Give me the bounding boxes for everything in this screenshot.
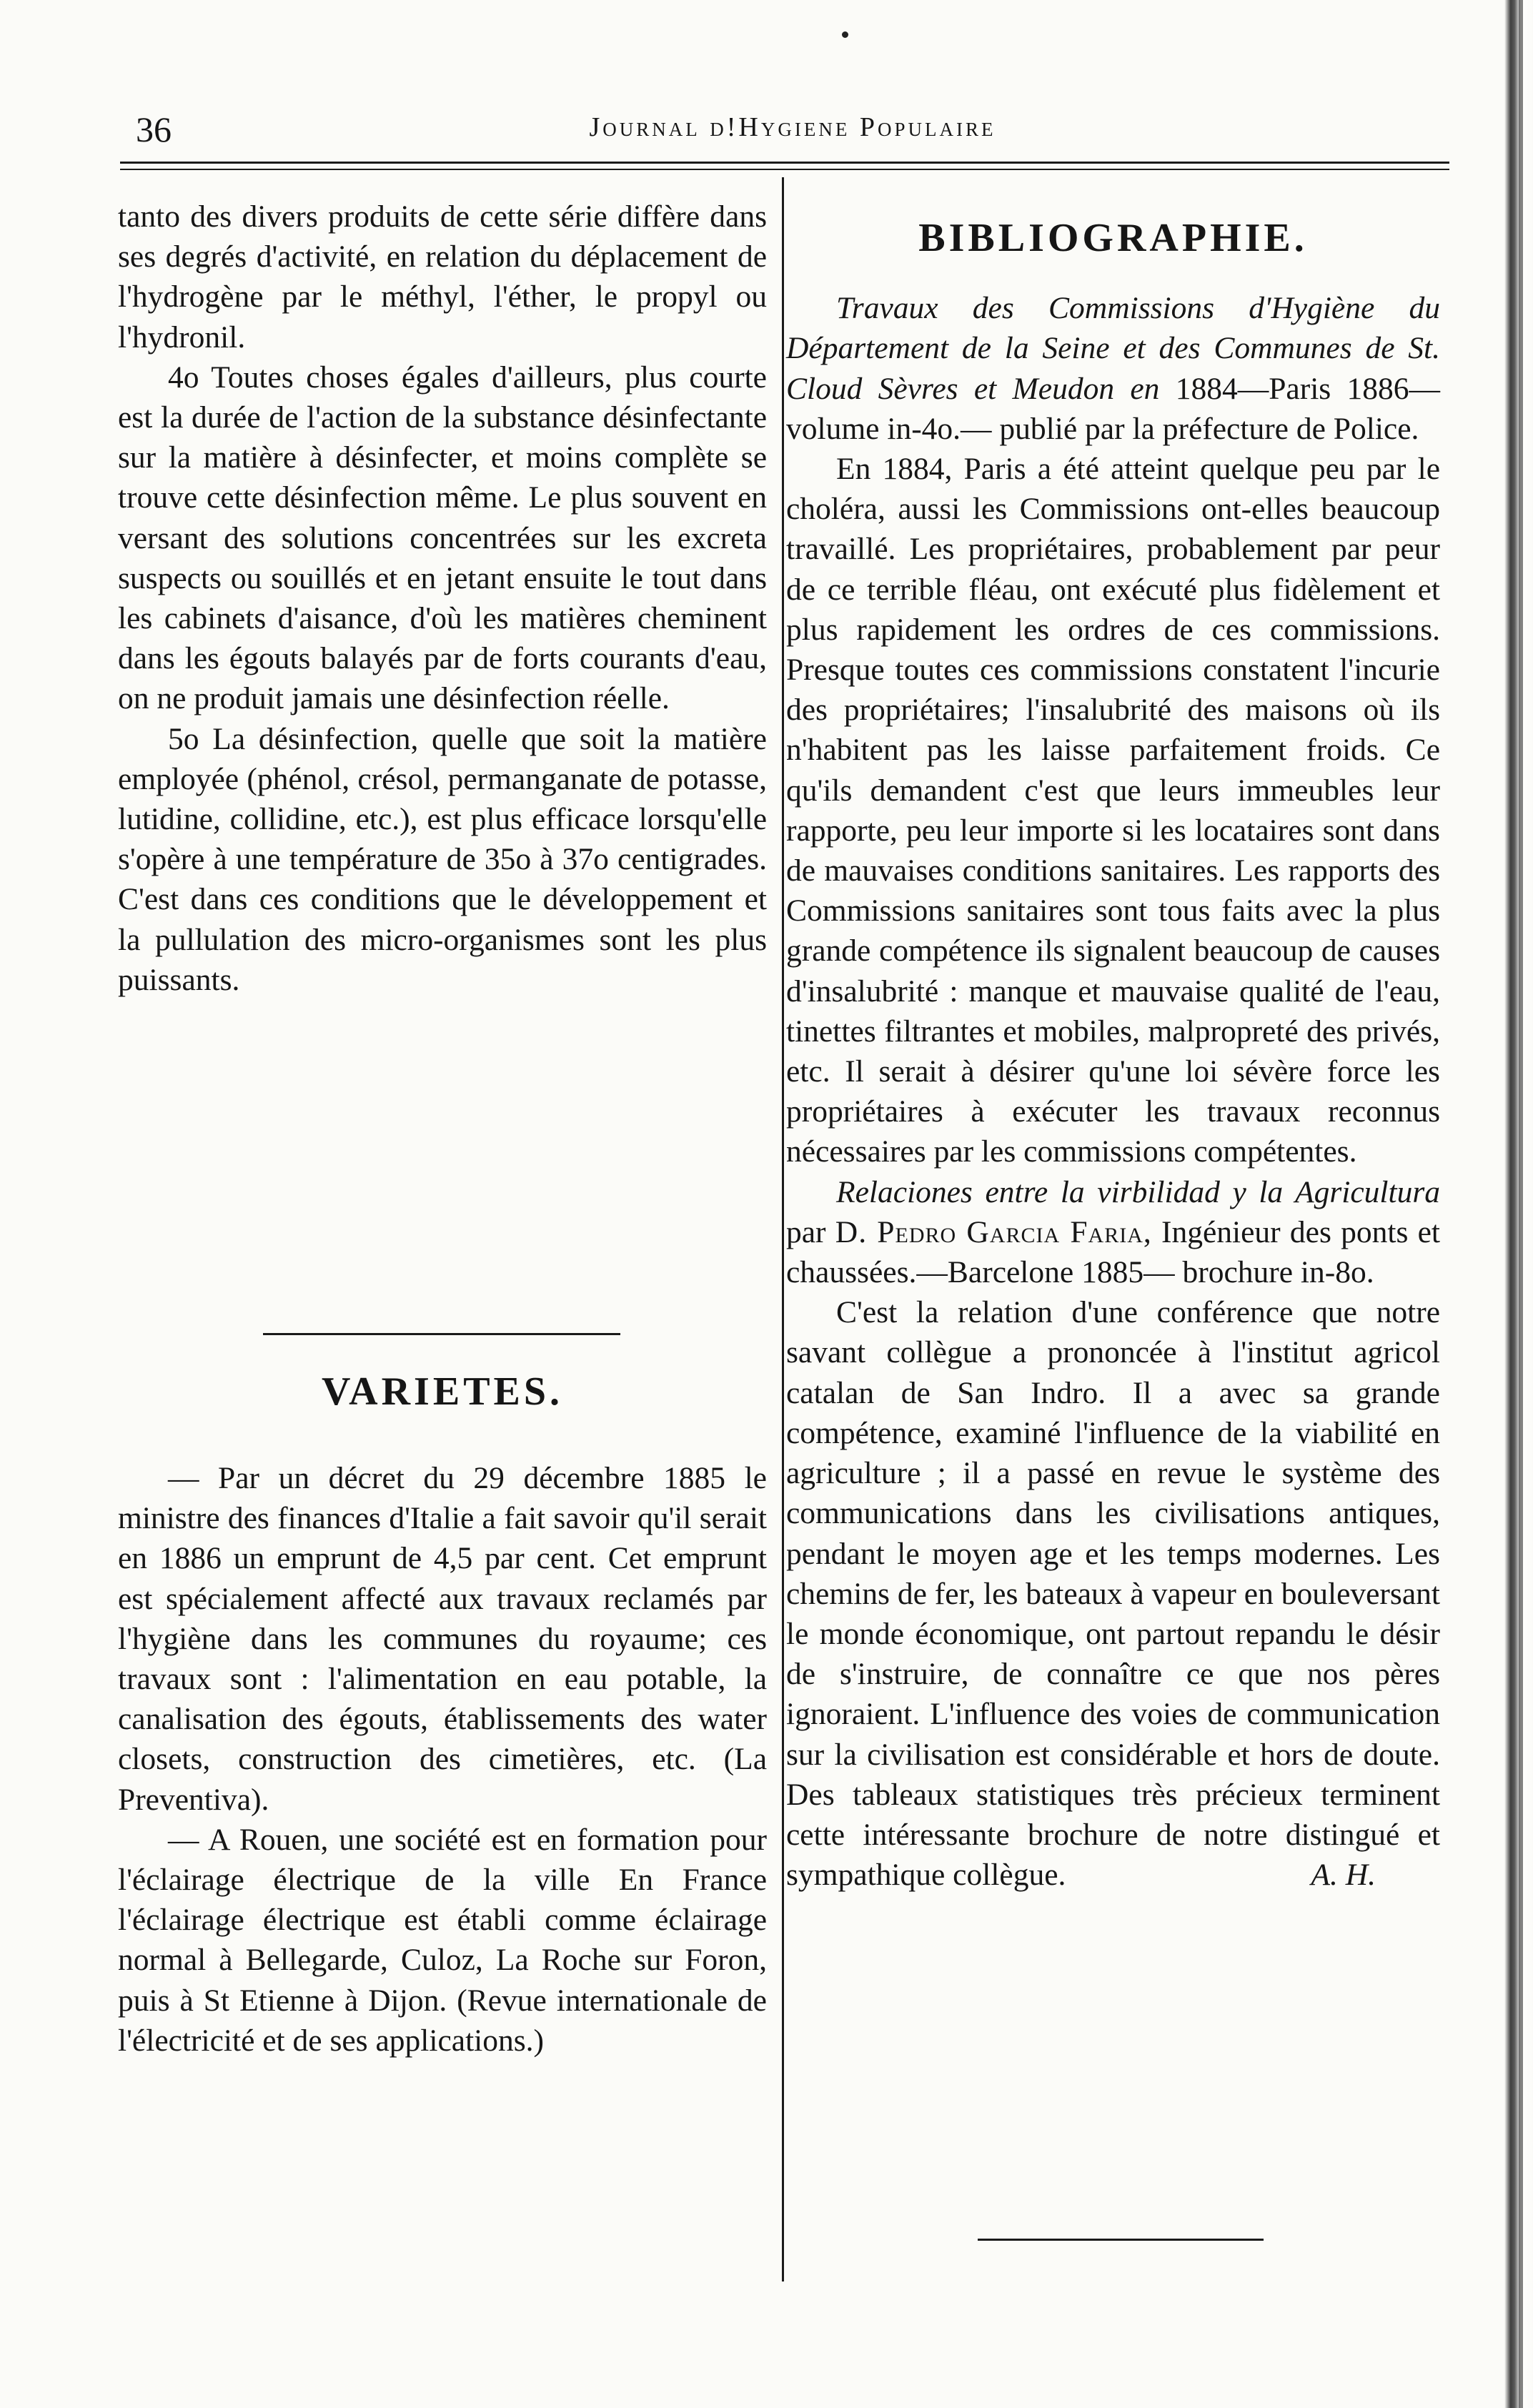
running-header	[136, 107, 1449, 152]
page-edge-shadow	[1492, 0, 1533, 2408]
left-paragraph-3: 5o La désinfection, quelle que soit la matière employée (phénol, crésol, permanganate de potasse, lutidine, collidine, etc.), est plus efficace lorsqu'elle s'opère à une température de 35o à 37o centigrades. C'est dans ces conditions que le développement et la pullulation des micro-organismes sont les plus puissants.	[118, 721, 767, 997]
bibliography-entry-2-title: Relaciones entre la virbilidad y la Agricultura	[836, 1174, 1440, 1209]
ink-speck	[842, 31, 848, 38]
bibliography-entry-2-citation	[786, 1172, 1440, 1293]
bibliography-entry-2-review	[786, 1292, 1440, 1895]
bibliography-entry-2-author: D. Pedro Garcia Faria,	[835, 1214, 1152, 1249]
bibliography-entry-1-citation	[786, 288, 1440, 449]
left-column	[118, 197, 767, 1000]
bibliography-entry-2-by: par	[786, 1214, 835, 1249]
bibliographie-heading: BIBLIOGRAPHIE.	[918, 216, 1308, 260]
column-divider	[782, 177, 784, 2281]
left-paragraph-2: 4o Toutes choses égales d'ailleurs, plus courte est la durée de l'action de la substance désinfectante sur la matière à désinfecter, et moins complète se trouve cette désinfection même. Le plus souvent en versant des solutions concentrées sur les excreta suspects ou souillés et en jetant ensuite le tout dans les cabinets d'aisance, d'où les matières cheminent dans les égouts balayés par de forts courants d'eau, on ne produit jamais une désinfection réelle.	[118, 360, 767, 716]
bibliography-entry-2-text: C'est la relation d'une conférence que notre savant collègue a prononcée à l'institut agricol catalan de San Indro. Il a avec sa grande compétence, examiné l'influence de la viabilité en agriculture ; il a passé en revue le système des communications dans les civilisations antiques, pendant le moyen age et les temps modernes. Les chemins de fer, les bateaux à vapeur en bouleversant le monde économique, ont partout repandu le désir de s'instruire, de connaître ce que nos pères ignoraient. L'influence des voies de communication sur la civilisation est considérable et hors de doute. Des tableaux statistiques très précieux terminent cette intéressante brochure de notre distingué et sympathique collègue.	[786, 1295, 1440, 1893]
review-signature: A. H.	[1311, 1858, 1376, 1893]
header-rule-bottom	[120, 169, 1449, 170]
bibliography-entry-1-title: Travaux des Commissions d'Hygiène du Département de la Seine et des Communes de St. Cloud Sèvres et Meudon en	[786, 291, 1440, 406]
section-separator-right	[978, 2239, 1264, 2241]
header-rule-top	[120, 162, 1449, 164]
varietes-item-2: — A Rouen, une société est en formation pour l'éclairage électrique de la ville En France l'éclairage électrique est établi comme éclairage normal à Bellegarde, Culoz, La Roche sur Foron, puis à St Etienne à Dijon. (Revue internationale de l'électricité et de ses applications.)	[118, 1822, 767, 2058]
page-number: 36	[136, 109, 172, 149]
varietes-column	[118, 1458, 767, 2061]
left-paragraph-1: tanto des divers produits de cette série diffère dans ses degrés d'activité, en relation du déplacement de l'hydrogène par le méthyl, l'éther, le propyl ou l'hydronil.	[118, 199, 767, 355]
bibliography-entry-1-review: En 1884, Paris a été atteint quelque peu par le choléra, aussi les Commissions ont-elles beaucoup travaillé. Les propriétaires, probablement par peur de ce terrible fléau, ont exécuté plus fidèlement et plus rapidement les ordres de ces commissions. Presque toutes ces commissions constatent l'incurie des propriétaires; l'insalubrité des maisons où ils n'habitent pas les laisse parfaitement froids. Ce qu'ils demandent c'est que leurs immeubles leur rapporte, peu leur importe si les locataires sont dans de mauvaises conditions sanitaires. Les rapports des Commissions sanitaires sont tous faits avec la plus grande compétence ils signalent beaucoup de causes d'insalubrité : manque et mauvaise qualité de l'eau, tinettes filtrantes et mobiles, malpropreté des privés, etc. Il serait à désirer qu'une loi sévère force les propriétaires à exécuter les travaux reconnus nécessaires par les commissions compétentes.	[786, 452, 1440, 1169]
bibliography-entry-1-details: 1884—Paris 1886—volume in-4o.— publié par la préfecture de Police.	[786, 371, 1440, 446]
page-edge-line	[1519, 0, 1523, 2408]
right-column	[786, 218, 1440, 1895]
journal-title: Journal d!Hygiene Populaire	[589, 112, 996, 142]
section-separator-left	[263, 1333, 620, 1335]
bibliography-entry-2-details: Ingénieur des ponts et chaussées.—Barcelone 1885— brochure in-8o.	[786, 1214, 1440, 1290]
varietes-heading: VARIETES.	[321, 1369, 564, 1414]
varietes-item-1: — Par un décret du 29 décembre 1885 le ministre des finances d'Italie a fait savoir qu'il serait en 1886 un emprunt de 4,5 par cent. Cet emprunt est spécialement affecté aux travaux reclamés par l'hygiène dans les communes du royaume; ces travaux sont : l'alimentation en eau potable, la canalisation des égouts, établissements des water closets, construction des cimetières, etc. (La Preventiva).	[118, 1461, 767, 1817]
varietes-section	[118, 1369, 767, 1414]
